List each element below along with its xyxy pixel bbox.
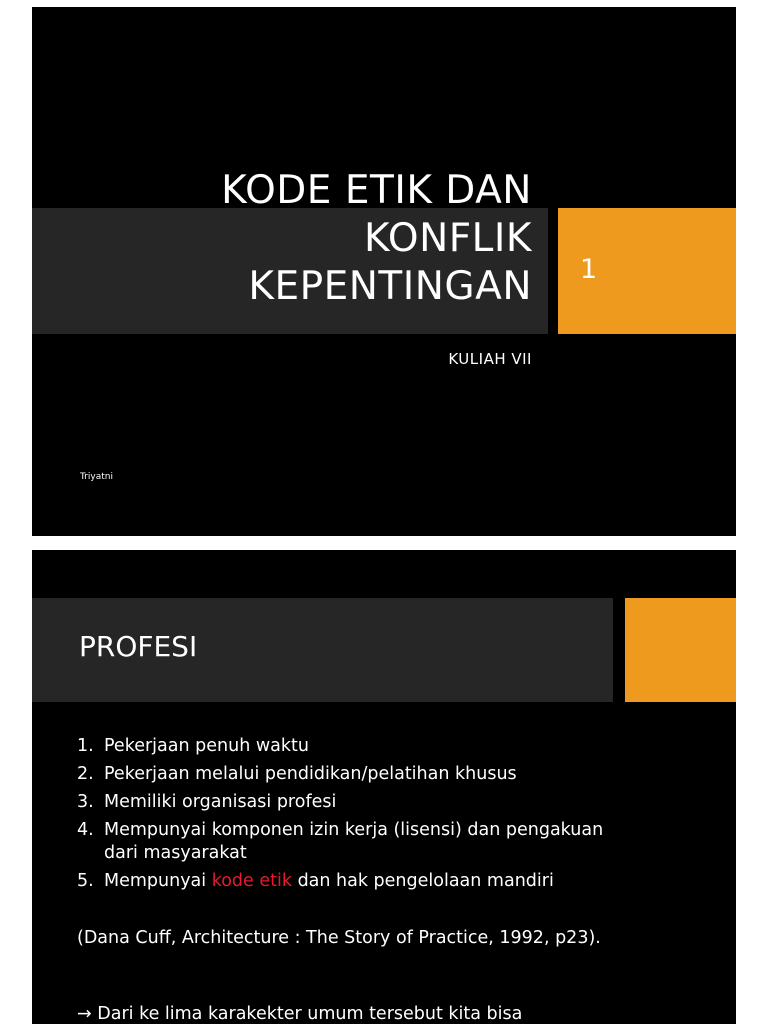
list-text: Pekerjaan melalui pendidikan/pelatihan khusus	[104, 764, 517, 784]
list-item	[77, 870, 617, 893]
slide-title	[112, 167, 532, 311]
list-text: Mempunyai komponen izin kerja (lisensi) dan pengakuan dari masyarakat	[104, 820, 604, 863]
list-number: 3.	[77, 792, 94, 812]
highlight-text: kode etik	[211, 871, 292, 891]
conclusion-line	[77, 1003, 617, 1024]
slide-title: PROFESI	[79, 630, 198, 663]
list-number: 1.	[77, 736, 94, 756]
list-item	[77, 819, 617, 865]
list-item	[77, 763, 617, 786]
accent-block	[625, 598, 736, 702]
list-number: 2.	[77, 764, 94, 784]
title-slide	[32, 7, 736, 536]
slide-title-line: KEPENTINGAN	[248, 264, 532, 309]
author-footer: Triyatni	[80, 472, 113, 482]
conclusion-text: Dari ke lima karakekter umum tersebut kita bisa	[97, 1004, 523, 1024]
profession-criteria-list	[77, 735, 617, 898]
list-item	[77, 735, 617, 758]
citation: (Dana Cuff, Architecture : The Story of Practice, 1992, p23).	[77, 928, 601, 948]
slide-title-line: KODE ETIK DAN	[221, 168, 532, 213]
arrow-right-icon: →	[77, 1004, 92, 1024]
list-text-before: Mempunyai	[104, 871, 212, 891]
slide-title-line: KONFLIK	[363, 216, 532, 261]
list-number: 4.	[77, 820, 94, 840]
content-slide	[32, 550, 736, 1024]
list-item	[77, 791, 617, 814]
list-number: 5.	[77, 871, 94, 891]
list-text-after: dan hak pengelolaan mandiri	[292, 871, 554, 891]
list-text: Memiliki organisasi profesi	[104, 792, 337, 812]
slide-subtitle: KULIAH VII	[448, 350, 532, 368]
list-text: Pekerjaan penuh waktu	[104, 736, 309, 756]
slide-number: 1	[580, 254, 598, 285]
